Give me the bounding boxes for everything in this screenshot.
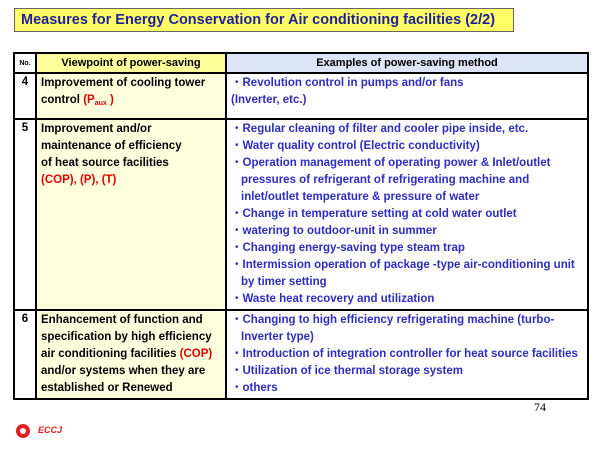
row-examples [226,119,588,310]
viewpoint-line: Enhancement of function and [41,314,203,326]
viewpoint-highlight: (COP), (P), (T) [41,174,117,186]
table-header-row [14,53,588,73]
table-row [14,119,588,310]
header-no: No. [14,53,36,73]
viewpoint-line: and/or systems when they are [41,365,206,377]
logo-text: ECCJ [38,425,63,435]
row-viewpoint [36,73,226,119]
example-item: ・ watering to outdoor-unit in summer [231,223,585,240]
viewpoint-highlight: (COP) [179,348,213,360]
viewpoint-line: maintenance of efficiency [41,140,182,152]
header-examples: Examples of power-saving method [226,53,588,73]
header-viewpoint: Viewpoint of power-saving [36,53,226,73]
table-row [14,310,588,399]
example-item: ・ Introduction of integration controller for heat source facilities [231,346,585,363]
row-viewpoint [36,310,226,399]
logo-circle-icon [16,424,30,438]
example-item: ・ Operation management of operating power & Inlet/outlet pressures of refrigerant of refrigerating machine and inlet/outlet temperature & pressure of water [231,155,585,206]
example-item: ・ Utilization of ice thermal storage system [231,363,585,380]
slide-title: Measures for Energy Conservation for Air conditioning facilities (2/2) [14,8,514,32]
viewpoint-highlight: ($P_{aux}$ ) [83,94,114,107]
viewpoint-line: established or Renewed [41,382,173,394]
table-row [14,73,588,119]
row-examples [226,310,588,399]
row-number: 6 [14,310,36,399]
example-item: ・ Change in temperature setting at cold water outlet [231,206,585,223]
viewpoint-line: control [41,94,80,106]
example-item: ・ Intermission operation of package -type air-conditioning unit by timer setting [231,257,585,291]
row-viewpoint [36,119,226,310]
example-item: (Inverter, etc.) [231,94,307,106]
example-item: ・ Changing to high efficiency refrigerating machine (turbo-Inverter type) [231,312,585,346]
viewpoint-line: Improvement and/or [41,123,152,135]
row-number: 4 [14,73,36,119]
page-number: 74 [534,400,546,414]
viewpoint-line: specification by high efficiency [41,331,212,343]
row-number: 5 [14,119,36,310]
viewpoint-line: air conditioning facilities [41,348,177,360]
row-examples [226,73,588,119]
example-item: ・ Regular cleaning of filter and cooler pipe inside, etc. [231,121,585,138]
example-item: ・ others [231,380,585,397]
example-item: ・ Changing energy-saving type steam trap [231,240,585,257]
example-item: ・ Revolution control in pumps and/or fans [231,75,585,92]
viewpoint-line: of heat source facilities [41,157,169,169]
viewpoint-line: Improvement of cooling tower [41,77,206,89]
eccj-logo [16,424,76,440]
example-item: ・ Waste heat recovery and utilization [231,291,585,308]
power-saving-table [13,52,589,400]
example-item: ・ Water quality control (Electric conductivity) [231,138,585,155]
